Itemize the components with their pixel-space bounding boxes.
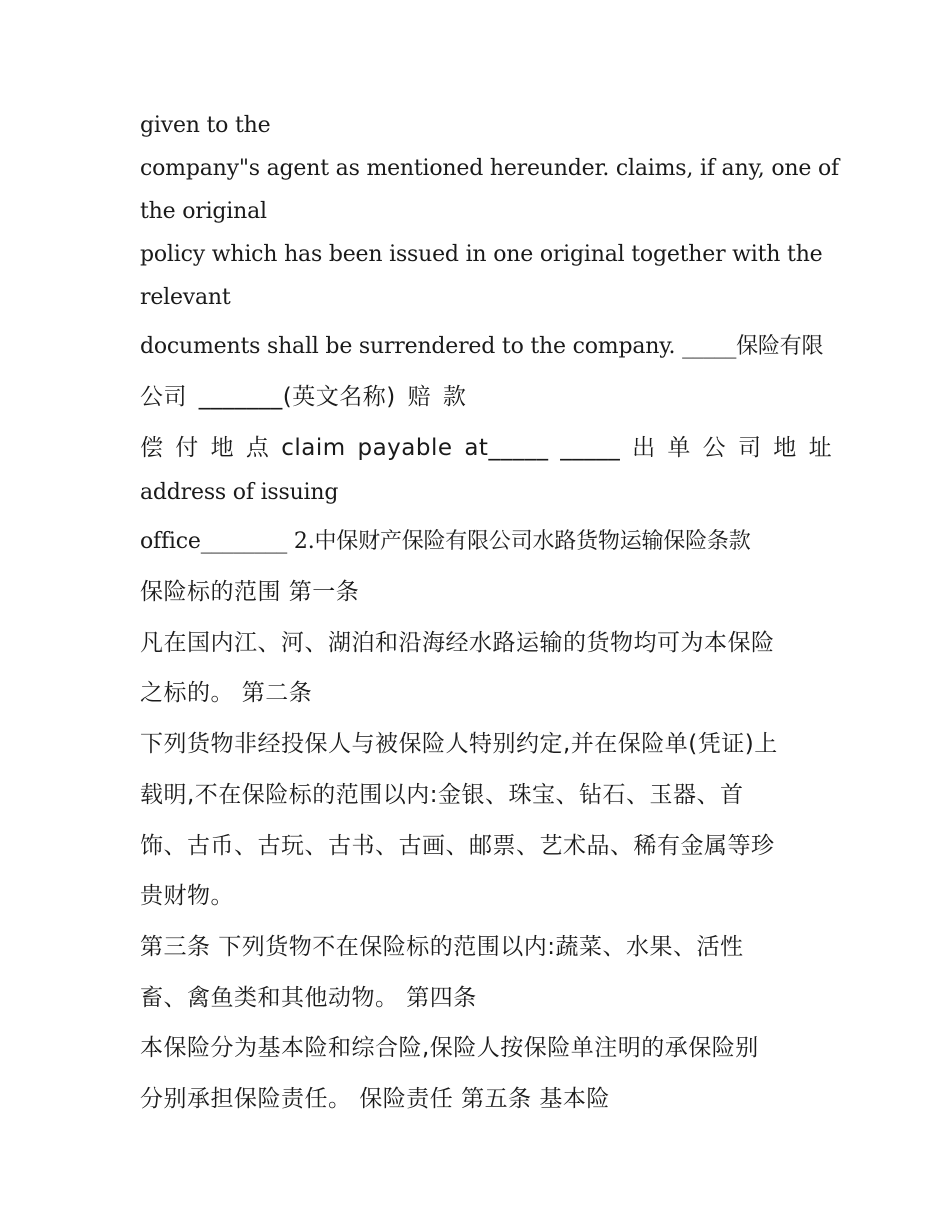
text-line: 公司 _______(英文名称) 赔 款	[140, 384, 467, 410]
text-line: 偿 付 地 点 claim payable at_____ _____ 出 单 公 司 地 址	[140, 435, 833, 461]
text-line: 饰、古币、古玩、古书、古画、邮票、艺术品、稀有金属等珍	[140, 833, 775, 859]
text-line: address of issuing	[140, 480, 339, 505]
text-line: 本保险分为基本险和综合险,保险人按保险单注明的承保险别	[140, 1035, 759, 1061]
text-line: company"s agent as mentioned hereunder. claims, if any, one of	[140, 156, 839, 181]
text-line: 载明,不在保险标的范围以内:金银、珠宝、钻石、玉器、首	[140, 782, 744, 808]
text-line: 之标的。 第二条	[140, 680, 313, 706]
text-line: 畜、禽鱼类和其他动物。 第四条	[140, 985, 477, 1011]
text-line: policy which has been issued in one original together with the	[140, 242, 823, 267]
text-line: 凡在国内江、河、湖泊和沿海经水路运输的货物均可为本保险	[140, 630, 775, 656]
text-line: relevant	[140, 285, 231, 310]
text-line: 下列货物非经投保人与被保险人特别约定,并在保险单(凭证)上	[140, 731, 778, 757]
text-line: 保险标的范围 第一条	[140, 579, 360, 605]
text-line: 分别承担保险责任。 保险责任 第五条 基本险	[140, 1086, 610, 1112]
text-line: 贵财物。	[140, 883, 234, 909]
text-line: the original	[140, 199, 267, 224]
text-line: 第三条 下列货物不在保险标的范围以内:蔬菜、水果、活性	[140, 934, 744, 960]
text-line: given to the	[140, 113, 271, 138]
text-line: office________ 2.中保财产保险有限公司水路货物运输保险条款	[140, 529, 751, 554]
text-line: documents shall be surrendered to the company. _____保险有限	[140, 334, 824, 359]
